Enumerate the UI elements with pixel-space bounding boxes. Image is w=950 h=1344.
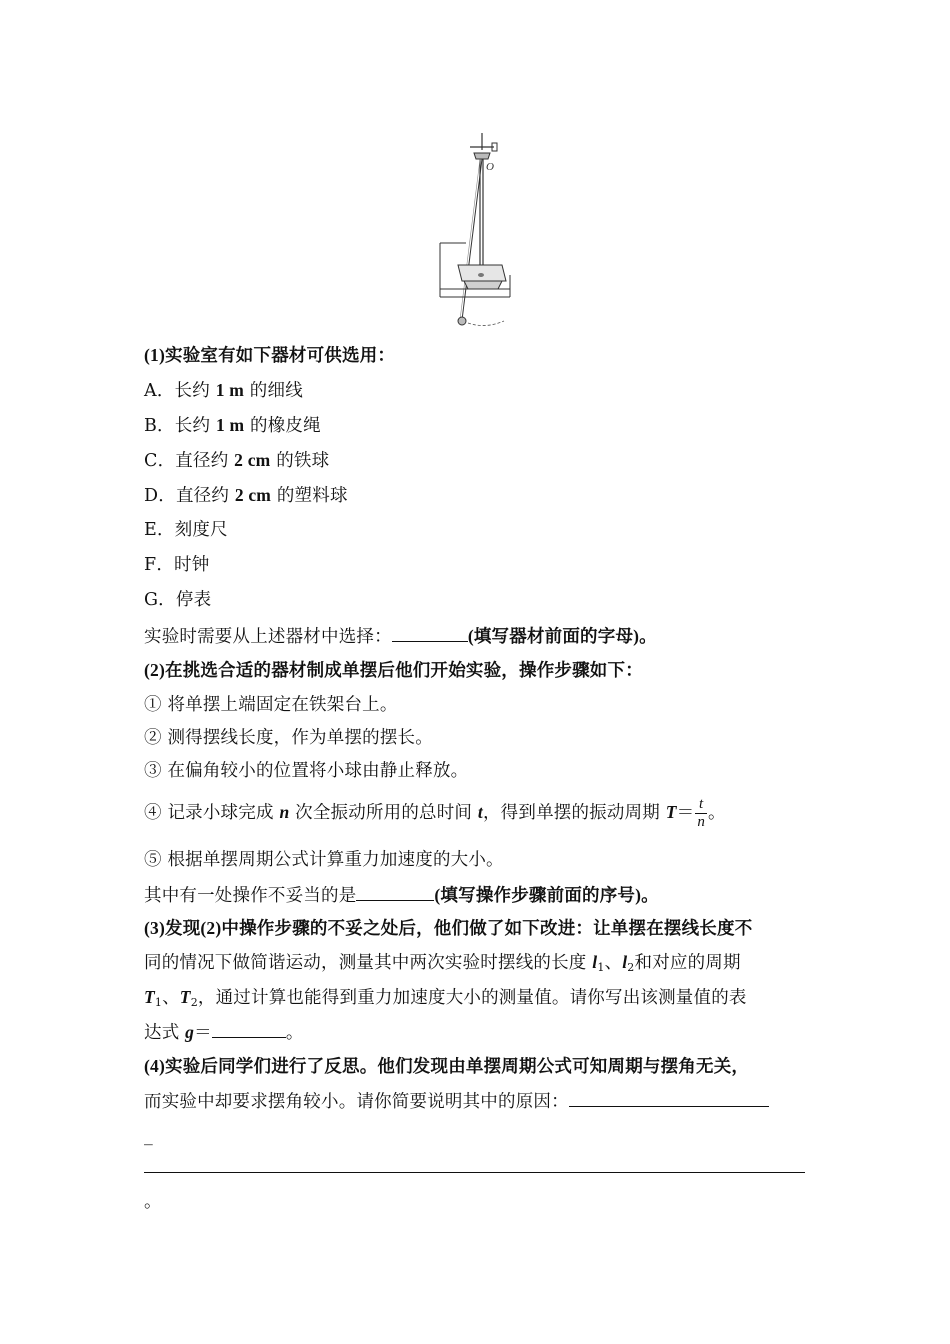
q3-answer-blank[interactable] [212,1019,286,1038]
q3-line3: $T_1$、$T_2$，通过计算也能得到重力加速度大小的测量值。请你写出该测量值的表 [144,987,747,1009]
option-g: G．停表 [144,590,212,610]
option-a: A．长约 1 m 的细线 [144,380,303,401]
q2-step2: ② 测得摆线长度，作为单摆的摆长。 [144,728,433,748]
q1-prompt: 实验时需要从上述器材中选择： (填写器材前面的字母)。 [144,623,657,649]
q2-step3: ③ 在偏角较小的位置将小球由静止释放。 [144,761,469,781]
q3-line4: 达式 g＝ 。 [144,1019,304,1045]
q1-answer-blank[interactable] [392,623,468,642]
option-e: E．刻度尺 [144,520,228,540]
q3-line2: 同的情况下做简谐运动，测量其中两次实验时摆线的长度 $l_1$、$l_2$和对应的周期 [144,952,741,974]
q4-end: 。 [144,1192,162,1212]
period-fraction: $\frac{t}{n}$ [697,796,706,830]
q2-answer-blank[interactable] [356,882,434,901]
q4-answer-line[interactable] [144,1172,805,1173]
q4-answer-blank-1[interactable] [569,1088,769,1107]
q2-step1: ① 将单摆上端固定在铁架台上。 [144,695,398,715]
label-o: O [486,161,494,173]
q4-line1: (4)实验后同学们进行了反思。他们发现由单摆周期公式可知周期与摆角无关， [144,1056,750,1076]
option-d: D．直径约 2 cm 的塑料球 [144,485,348,506]
q2-step5: ⑤ 根据单摆周期公式计算重力加速度的大小。 [144,850,504,870]
option-c: C．直径约 2 cm 的铁球 [144,450,330,471]
option-b: B．长约 1 m 的橡皮绳 [144,415,321,436]
q2-step4: ④ 记录小球完成 n 次全振动所用的总时间 t，得到单摆的振动周期 T＝ $\frac{t}{n}$ 。 [144,796,726,830]
pendulum-figure [430,125,520,330]
q4-line2: 而实验中却要求摆角较小。请你简要说明其中的原因： [144,1088,769,1114]
option-f: F．时钟 [144,555,210,575]
q4-dash: _ [144,1126,153,1146]
q2-prompt: 其中有一处操作不妥当的是 (填写操作步骤前面的序号)。 [144,882,659,908]
q2-intro: (2)在挑选合适的器材制成单摆后他们开始实验，操作步骤如下： [144,660,643,680]
q1-intro: (1)实验室有如下器材可供选用： [144,345,396,365]
q3-line1: (3)发现(2)中操作步骤的不妥之处后，他们做了如下改进：让单摆在摆线长度不 [144,918,753,938]
